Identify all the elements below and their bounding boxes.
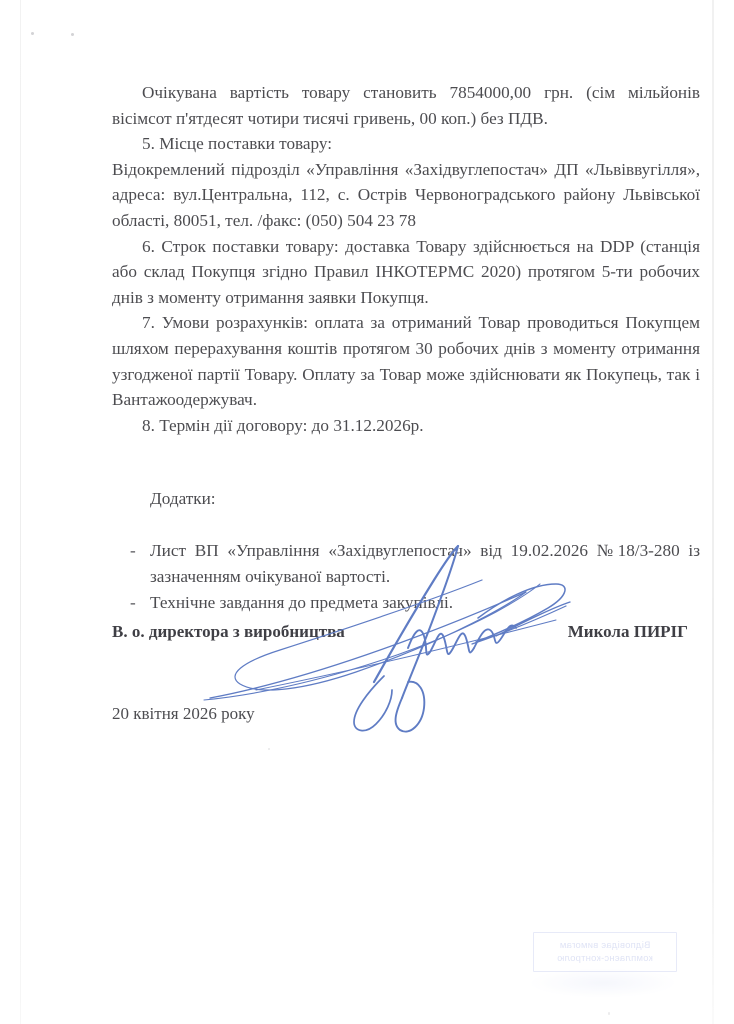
paragraph-expected-cost: Очікувана вартість товару становить 7854000,00 грн. (сім мільйонів вісімсот п'ятдесят чотири тисячі гривень, 00 коп.) без ПДВ. [112, 83, 700, 128]
list-item-text: Технічне завдання до предмета закупівлі. [150, 593, 454, 613]
page-edge-left [20, 0, 21, 1024]
signatory-name: Микола ПИРІГ [567, 622, 688, 641]
attachments-heading: Додатки: [150, 489, 216, 509]
stamp-line-2: комплаєнс-контролю [557, 953, 653, 964]
stamp-bleed-shadow [528, 968, 678, 998]
stamp-line-1: Відповідає вимогам [559, 940, 651, 951]
document-body [112, 80, 700, 617]
paragraph-clause-6: 6. Строк поставки товару: доставка Товару здійснюється на DDP (станція або склад Покупця згідно Правил ІНКОТЕРМС 2020) протягом 5-ти робочих днів з моменту отримання заявки Покупця. [112, 236, 700, 307]
paragraph-clause-8: 8. Термін дії договору: до 31.12.2026р. [142, 415, 424, 435]
list-dash-marker: - [130, 540, 136, 560]
list-dash-marker: - [130, 593, 136, 613]
paragraph-clause-5-heading: 5. Місце поставки товару: [142, 134, 333, 154]
list-item [112, 538, 700, 589]
spacer [112, 438, 700, 486]
signatory-role: В. о. директора з виробництва [112, 622, 345, 641]
scan-artifact-speck [31, 32, 34, 35]
paragraph-clause-5-body: Відокремлений підрозділ «Управління «Західвуглепостач» ДП «Львіввугілля», адреса: вул.Центральна, 112, с. Острів Червоноградського району Львівської області, 80051, тел. /факс: (050) 504 23 78 [112, 159, 700, 230]
page-edge-right [712, 0, 714, 1024]
list-item [112, 590, 700, 616]
paragraph-clause-7: 7. Умови розрахунків: оплата за отриманий Товар проводиться Покупцем шляхом перерахування коштів протягом 30 робочих днів з моменту отримання узгодженої партії Товару. Оплату за Товар може здійснювати як Покупець, так і Вантажоодержувач. [112, 313, 700, 410]
document-date: 20 квітня 2026 року [112, 704, 255, 723]
attachments-list [112, 538, 700, 616]
spacer [112, 512, 700, 538]
scan-artifact-speck [71, 33, 74, 36]
list-item-text: Лист ВП «Управління «Західвуглепостач» від 19.02.2026 №18/3-280 із зазначенням очікуваної вартості. [150, 540, 700, 586]
scan-artifact-speck [268, 748, 270, 750]
signature-block [112, 622, 700, 642]
scan-artifact-speck [608, 1012, 610, 1015]
compliance-stamp-bleedthrough [533, 932, 677, 972]
